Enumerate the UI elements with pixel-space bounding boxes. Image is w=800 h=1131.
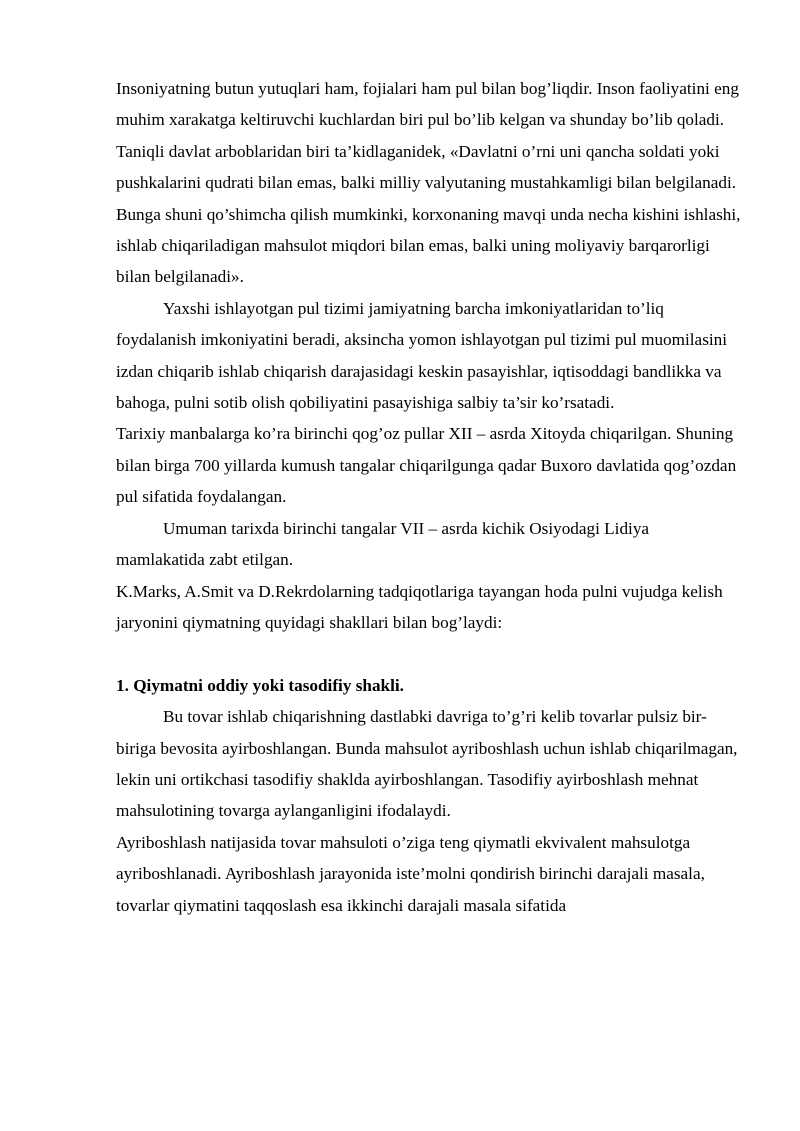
paragraph-7: Bu tovar ishlab chiqarishning dastlabki davriga to’g’ri kelib tovarlar pulsiz bir-biriga bevosita ayirboshlangan. Bunda mahsulot ayriboshlash uchun ishlab chiqarilmagan, lekin uni ortikchasi tasodifiy shaklda ayirboshlangan. Tasodifiy ayirboshlash mehnat mahsulotining tovarga aylanganligini ifodalaydi. [116, 707, 738, 821]
paragraph-8: Ayriboshlash natijasida tovar mahsuloti o’ziga teng qiymatli ekvivalent mahsulotga ayriboshlanadi. Ayriboshlash jarayonida iste’molni qondirish birinchi darajali masala, tovarlar qiymatini taqqoslash esa ikkinchi darajali masala sifatida [116, 832, 705, 915]
blank-line [116, 638, 742, 669]
paragraph-6: K.Marks, A.Smit va D.Rekrdolarning tadqiqotlariga tayangan hoda pulni vujudga kelish jaryonini qiymatning quyidagi shakllari bilan bog’laydi: [116, 581, 723, 632]
paragraph-1: Insoniyatning butun yutuqlari ham, fojialari ham pul bilan bog’liqdir. Inson faoliyatini eng muhim xarakatga keltiruvchi kuchlardan biri pul bo’lib kelgan va shunday bo’lib qoladi. [116, 79, 739, 130]
section-heading: 1. Qiymatni oddiy yoki tasodifiy shakli. [116, 675, 404, 695]
paragraph-3: Yaxshi ishlayotgan pul tizimi jamiyatning barcha imkoniyatlaridan to’liq foydalanish imkoniyatini beradi, aksincha yomon ishlayotgan pul tizimi pul muomilasini izdan chiqarib ishlab chiqarish darajasidagi keskin pasayishlar, iqtisoddagi bandlikka va bahoga, pulni sotib olish qobiliyatini pasayishiga salbiy ta’sir ko’rsatadi. [116, 298, 728, 413]
paragraph-4: Tarixiy manbalarga ko’ra birinchi qog’oz pullar XII – asrda Xitoyda chiqarilgan. Shuning bilan birga 700 yillarda kumush tangalar chiqarilgunga qadar Buxoro davlatida qog’ozdan pul sifatida foydalangan. [116, 424, 737, 507]
paragraph-2: Taniqli davlat arboblaridan biri ta’kidlaganidek, «Davlatni o’rni uni qancha soldati yoki pushkalarini qudrati bilan emas, balki milliy valyutaning mustahkamligi bilan belgilanadi. Bunga shuni qo’shimcha qilish mumkinki, korxonaning mavqi unda necha kishini ishlashi, ishlab chiqariladigan mahsulot miqdori bilan emas, balki uning moliyaviy barqarorligi bilan belgilanadi». [116, 141, 741, 287]
document-body [116, 73, 742, 921]
paragraph-5: Umuman tarixda birinchi tangalar VII – asrda kichik Osiyodagi Lidiya mamlakatida zabt etilgan. [116, 518, 650, 570]
